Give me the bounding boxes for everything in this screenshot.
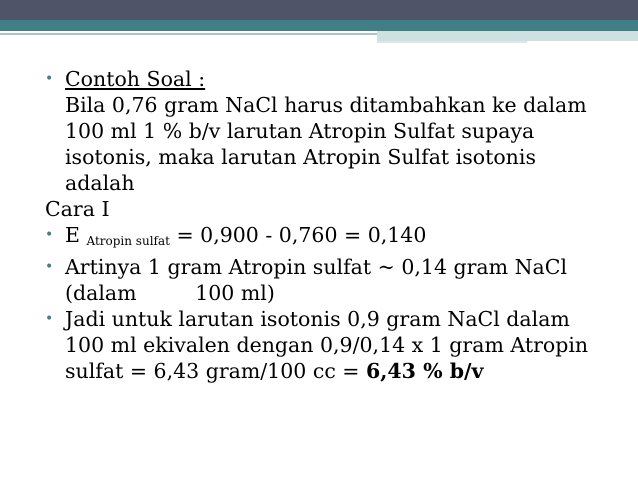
bullet-glyph: • (45, 311, 54, 327)
bullet-glyph: • (45, 227, 54, 243)
bullet-glyph: • (45, 71, 54, 87)
header-band-teal (0, 20, 638, 31)
bullet-conclusion: • Jadi untuk larutan isotonis 0,9 gram NaCl dalam (45, 307, 570, 331)
header-band-dark (0, 0, 638, 20)
slide-content (45, 66, 605, 384)
header-band-light-accent (377, 31, 638, 41)
problem-line: adalah (65, 171, 135, 195)
problem-line: Bila 0,76 gram NaCl harus ditambahkan ke dalam (65, 93, 587, 117)
meaning-line: (dalam 100 ml) (65, 281, 275, 305)
result-value: 6,43 % b/v (366, 359, 484, 383)
conclusion-line: 100 ml ekivalen dengan 0,9/0,14 x 1 gram Atropin (65, 333, 589, 357)
e-formula: = 0,900 - 0,760 = 0,140 (169, 223, 427, 247)
e-subscript: Atropin sulfat (86, 234, 170, 248)
conclusion-line: sulfat = 6,43 gram/100 cc = 6,43 % b/v (65, 359, 484, 383)
method-title: Cara I (45, 197, 110, 221)
header-band-light-line (377, 41, 527, 43)
problem-line: isotonis, maka larutan Atropin Sulfat isotonis (65, 145, 536, 169)
bullet-meaning: • Artinya 1 gram Atropin sulfat ~ 0,14 gram NaCl (45, 255, 567, 279)
problem-line: 100 ml 1 % b/v larutan Atropin Sulfat supaya (65, 119, 535, 143)
bullet-heading (45, 66, 605, 92)
bullet-glyph: • (45, 259, 54, 275)
e-symbol: E (65, 223, 80, 247)
heading-text: Contoh Soal : (65, 67, 206, 91)
bullet-e-formula (45, 222, 605, 254)
